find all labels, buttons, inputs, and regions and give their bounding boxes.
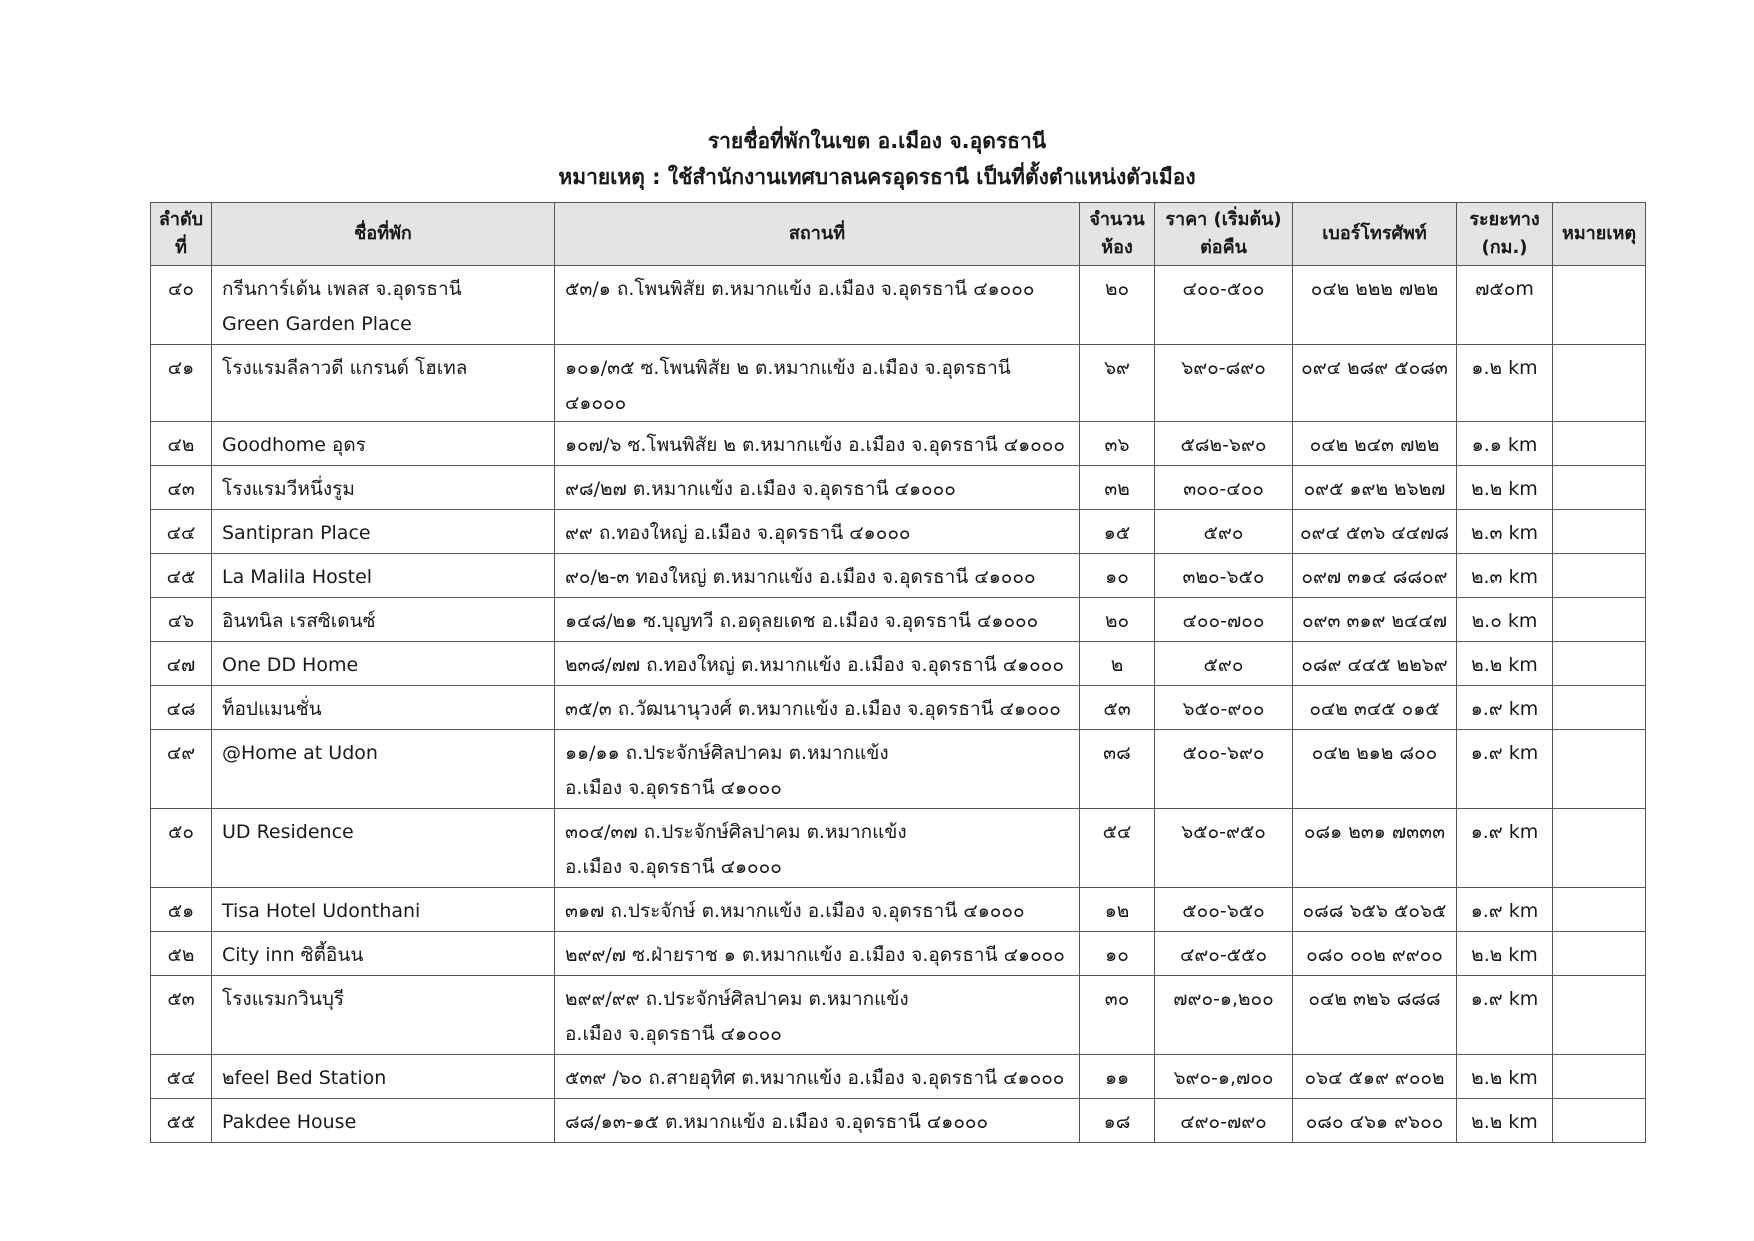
accommodation-name-line: La Malila Hostel	[222, 566, 373, 588]
room-count: ๓๐	[1080, 976, 1155, 1055]
header-no: ลำดับ ที่	[151, 203, 212, 266]
row-number: ๔๐	[151, 266, 212, 345]
phone-number: ๐๙๔ ๕๓๖ ๔๔๗๘	[1293, 510, 1457, 554]
accommodation-address-line: ๙๙ ถ.ทองใหญ่ อ.เมือง จ.อุดรธานี ๔๑๐๐๐	[565, 522, 911, 544]
row-number: ๕๕	[151, 1099, 212, 1143]
document-title: รายชื่อที่พักในเขต อ.เมือง จ.อุดรธานี	[707, 129, 1047, 153]
accommodation-address-line: ๒๙๙/๙๙ ถ.ประจักษ์ศิลปาคม ต.หมากแข้ง	[565, 988, 909, 1010]
room-count: ๑๕	[1080, 510, 1155, 554]
room-count: ๑๘	[1080, 1099, 1155, 1143]
row-number: ๔๗	[151, 642, 212, 686]
accommodation-address	[555, 1099, 1080, 1143]
table-row	[151, 598, 1646, 642]
room-count: ๑๑	[1080, 1055, 1155, 1099]
accommodation-name	[212, 510, 555, 554]
accommodation-name	[212, 345, 555, 422]
table-row	[151, 809, 1646, 888]
header-price: ราคา (เริ่มต้น) ต่อคืน	[1155, 203, 1293, 266]
room-count: ๓๒	[1080, 466, 1155, 510]
phone-number: ๐๘๑ ๒๓๑ ๗๓๓๓	[1293, 809, 1457, 888]
accommodation-address	[555, 466, 1080, 510]
price-range: ๗๙๐-๑,๒๐๐	[1155, 976, 1293, 1055]
accommodation-address-line: ๑๑/๑๑ ถ.ประจักษ์ศิลปาคม ต.หมากแข้ง	[565, 742, 889, 764]
table-row	[151, 345, 1646, 422]
price-range: ๖๙๐-๑,๗๐๐	[1155, 1055, 1293, 1099]
accommodation-name-line: Tisa Hotel Udonthani	[222, 900, 421, 922]
accommodation-address-line: ๒๓๘/๗๗ ถ.ทองใหญ่ ต.หมากแข้ง อ.เมือง จ.อุดรธานี ๔๑๐๐๐	[565, 654, 1064, 676]
accommodation-name	[212, 554, 555, 598]
accommodation-name-line: โรงแรมกวินบุรี	[222, 988, 345, 1010]
accommodation-name	[212, 598, 555, 642]
note-cell	[1553, 686, 1646, 730]
phone-number: ๐๔๒ ๓๒๖ ๘๘๘	[1293, 976, 1457, 1055]
distance: ๗๕๐m	[1457, 266, 1553, 345]
accommodation-address	[555, 266, 1080, 345]
accommodation-address-line: ๓๑๗ ถ.ประจักษ์ ต.หมากแข้ง อ.เมือง จ.อุดรธานี ๔๑๐๐๐	[565, 900, 1025, 922]
accommodation-address-line: ๙๐/๒-๓ ทองใหญ่ ต.หมากแข้ง อ.เมือง จ.อุดรธานี ๔๑๐๐๐	[565, 566, 1036, 588]
price-range: ๔๐๐-๕๐๐	[1155, 266, 1293, 345]
row-number: ๔๑	[151, 345, 212, 422]
accommodation-name	[212, 642, 555, 686]
table-row	[151, 888, 1646, 932]
accommodation-name-line: Goodhome อุดร	[222, 434, 366, 456]
price-range: ๔๙๐-๗๙๐	[1155, 1099, 1293, 1143]
accommodation-name	[212, 466, 555, 510]
price-range: ๕๐๐-๖๕๐	[1155, 888, 1293, 932]
accommodation-address-line: ๑๐๑/๓๕ ซ.โพนพิสัย ๒ ต.หมากแข้ง อ.เมือง จ.อุดรธานี ๔๑๐๐๐	[565, 357, 1011, 414]
table-row	[151, 422, 1646, 466]
accommodation-name-line: อินทนิล เรสซิเดนซ์	[222, 610, 376, 632]
table-row	[151, 466, 1646, 510]
distance: ๒.๒ km	[1457, 466, 1553, 510]
room-count: ๕๔	[1080, 809, 1155, 888]
accommodation-name-line: UD Residence	[222, 821, 354, 843]
row-number: ๔๖	[151, 598, 212, 642]
accommodation-address-line: ๑๐๗/๖ ซ.โพนพิสัย ๒ ต.หมากแข้ง อ.เมือง จ.อุดรธานี ๔๑๐๐๐	[565, 434, 1065, 456]
accommodation-name-line: Pakdee House	[222, 1111, 357, 1133]
distance: ๑.๙ km	[1457, 730, 1553, 809]
phone-number: ๐๘๙ ๔๔๕ ๒๒๖๙	[1293, 642, 1457, 686]
price-range: ๖๙๐-๘๙๐	[1155, 345, 1293, 422]
accommodation-name	[212, 888, 555, 932]
note-cell	[1553, 932, 1646, 976]
accommodation-address-line: ๓๕/๓ ถ.วัฒนานุวงศ์ ต.หมากแข้ง อ.เมือง จ.อุดรธานี ๔๑๐๐๐	[565, 698, 1061, 720]
accommodation-address-line: ๕๓๙ /๖๐ ถ.สายอุทิศ ต.หมากแข้ง อ.เมือง จ.อุดรธานี ๔๑๐๐๐	[565, 1067, 1065, 1089]
note-cell	[1553, 809, 1646, 888]
note-cell	[1553, 510, 1646, 554]
table-row	[151, 1055, 1646, 1099]
phone-number: ๐๘๘ ๖๕๖ ๕๐๖๕	[1293, 888, 1457, 932]
accommodation-name	[212, 686, 555, 730]
room-count: ๑๐	[1080, 554, 1155, 598]
phone-number: ๐๔๒ ๒๒๒ ๗๒๒	[1293, 266, 1457, 345]
accommodation-address	[555, 686, 1080, 730]
price-range: ๕๙๐	[1155, 642, 1293, 686]
accommodation-name	[212, 1055, 555, 1099]
price-range: ๖๕๐-๙๕๐	[1155, 809, 1293, 888]
note-cell	[1553, 266, 1646, 345]
phone-number: ๐๔๒ ๒๑๒ ๘๐๐	[1293, 730, 1457, 809]
distance: ๒.๒ km	[1457, 1099, 1553, 1143]
accommodation-name	[212, 422, 555, 466]
accommodation-name	[212, 266, 555, 345]
header-address: สถานที่	[555, 203, 1080, 266]
distance: ๑.๙ km	[1457, 888, 1553, 932]
phone-number: ๐๖๔ ๕๑๙ ๙๐๐๒	[1293, 1055, 1457, 1099]
row-number: ๕๒	[151, 932, 212, 976]
accommodation-address	[555, 554, 1080, 598]
accommodation-name-line: One DD Home	[222, 654, 359, 676]
price-range: ๔๙๐-๕๕๐	[1155, 932, 1293, 976]
accommodation-name	[212, 809, 555, 888]
table-row	[151, 976, 1646, 1055]
accommodation-address	[555, 730, 1080, 809]
room-count: ๓๘	[1080, 730, 1155, 809]
distance: ๒.๒ km	[1457, 1055, 1553, 1099]
distance: ๒.๒ km	[1457, 932, 1553, 976]
accommodation-address	[555, 976, 1080, 1055]
price-range: ๓๐๐-๔๐๐	[1155, 466, 1293, 510]
header-distance: ระยะทาง (กม.)	[1457, 203, 1553, 266]
accommodation-address	[555, 598, 1080, 642]
table-row	[151, 510, 1646, 554]
accommodation-name	[212, 932, 555, 976]
phone-number: ๐๙๔ ๒๘๙ ๕๐๘๓	[1293, 345, 1457, 422]
distance: ๒.๒ km	[1457, 642, 1553, 686]
phone-number: ๐๘๐ ๐๐๒ ๙๙๐๐	[1293, 932, 1457, 976]
table-row	[151, 1099, 1646, 1143]
note-cell	[1553, 422, 1646, 466]
accommodation-address-line: อ.เมือง จ.อุดรธานี ๔๑๐๐๐	[565, 777, 782, 799]
note-cell	[1553, 976, 1646, 1055]
accommodation-name	[212, 730, 555, 809]
accommodation-name-line: โรงแรมลีลาวดี แกรนด์ โฮเทล	[222, 357, 468, 379]
document-subtitle: หมายเหตุ : ใช้สำนักงานเทศบาลนครอุดรธานี เป็นที่ตั้งตำแหน่งตัวเมือง	[558, 165, 1196, 189]
phone-number: ๐๔๒ ๒๔๓ ๗๒๒	[1293, 422, 1457, 466]
row-number: ๕๔	[151, 1055, 212, 1099]
accommodation-table	[150, 202, 1646, 1143]
accommodation-address	[555, 1055, 1080, 1099]
row-number: ๔๓	[151, 466, 212, 510]
price-range: ๓๒๐-๖๕๐	[1155, 554, 1293, 598]
phone-number: ๐๙๕ ๑๙๒ ๒๖๒๗	[1293, 466, 1457, 510]
phone-number: ๐๔๒ ๓๔๕ ๐๑๕	[1293, 686, 1457, 730]
accommodation-name-line: @Home at Udon	[222, 742, 378, 764]
header-name: ชื่อที่พัก	[212, 203, 555, 266]
header-rooms: จำนวน ห้อง	[1080, 203, 1155, 266]
price-range: ๖๕๐-๙๐๐	[1155, 686, 1293, 730]
accommodation-address-line: อ.เมือง จ.อุดรธานี ๔๑๐๐๐	[565, 1023, 782, 1045]
room-count: ๒๐	[1080, 598, 1155, 642]
phone-number: ๐๘๐ ๔๖๑ ๙๖๐๐	[1293, 1099, 1457, 1143]
accommodation-name	[212, 1099, 555, 1143]
table-row	[151, 932, 1646, 976]
room-count: ๓๖	[1080, 422, 1155, 466]
phone-number: ๐๙๗ ๓๑๔ ๘๘๐๙	[1293, 554, 1457, 598]
accommodation-address	[555, 642, 1080, 686]
note-cell	[1553, 888, 1646, 932]
accommodation-name-line: City inn ซิตี้อินน	[222, 944, 364, 966]
distance: ๒.๓ km	[1457, 554, 1553, 598]
accommodation-address-line: ๒๙๙/๗ ซ.ฝ่ายราช ๑ ต.หมากแข้ง อ.เมือง จ.อุดรธานี ๔๑๐๐๐	[565, 944, 1065, 966]
accommodation-address	[555, 345, 1080, 422]
table-header-row	[151, 203, 1646, 266]
note-cell	[1553, 554, 1646, 598]
distance: ๑.๑ km	[1457, 422, 1553, 466]
accommodation-address-line: ๕๓/๑ ถ.โพนพิสัย ต.หมากแข้ง อ.เมือง จ.อุดรธานี ๔๑๐๐๐	[565, 278, 1035, 300]
room-count: ๑๒	[1080, 888, 1155, 932]
accommodation-address	[555, 888, 1080, 932]
accommodation-address	[555, 510, 1080, 554]
room-count: ๑๐	[1080, 932, 1155, 976]
row-number: ๔๘	[151, 686, 212, 730]
row-number: ๕๐	[151, 809, 212, 888]
accommodation-name-line: Green Garden Place	[222, 313, 412, 335]
accommodation-name-line: ท็อปแมนชั่น	[222, 698, 322, 720]
phone-number: ๐๙๓ ๓๑๙ ๒๔๔๗	[1293, 598, 1457, 642]
note-cell	[1553, 1099, 1646, 1143]
accommodation-address	[555, 422, 1080, 466]
accommodation-address-line: ๑๔๘/๒๑ ซ.บุญทวี ถ.อดุลยเดช อ.เมือง จ.อุดรธานี ๔๑๐๐๐	[565, 610, 1039, 632]
accommodation-address	[555, 932, 1080, 976]
accommodation-name	[212, 976, 555, 1055]
accommodation-address	[555, 809, 1080, 888]
accommodation-address-line: อ.เมือง จ.อุดรธานี ๔๑๐๐๐	[565, 856, 782, 878]
note-cell	[1553, 1055, 1646, 1099]
note-cell	[1553, 466, 1646, 510]
row-number: ๔๙	[151, 730, 212, 809]
header-note: หมายเหตุ	[1553, 203, 1646, 266]
distance: ๑.๒ km	[1457, 345, 1553, 422]
room-count: ๒	[1080, 642, 1155, 686]
row-number: ๕๓	[151, 976, 212, 1055]
room-count: ๒๐	[1080, 266, 1155, 345]
note-cell	[1553, 730, 1646, 809]
header-phone: เบอร์โทรศัพท์	[1293, 203, 1457, 266]
price-range: ๕๙๐	[1155, 510, 1293, 554]
note-cell	[1553, 642, 1646, 686]
room-count: ๕๓	[1080, 686, 1155, 730]
distance: ๑.๙ km	[1457, 686, 1553, 730]
price-range: ๕๘๒-๖๙๐	[1155, 422, 1293, 466]
distance: ๑.๙ km	[1457, 976, 1553, 1055]
distance: ๒.๓ km	[1457, 510, 1553, 554]
note-cell	[1553, 345, 1646, 422]
table-row	[151, 642, 1646, 686]
row-number: ๕๑	[151, 888, 212, 932]
distance: ๒.๐ km	[1457, 598, 1553, 642]
accommodation-address-line: ๘๘/๑๓-๑๕ ต.หมากแข้ง อ.เมือง จ.อุดรธานี ๔๑๐๐๐	[565, 1111, 989, 1133]
table-row	[151, 730, 1646, 809]
row-number: ๔๒	[151, 422, 212, 466]
accommodation-address-line: ๓๐๔/๓๗ ถ.ประจักษ์ศิลปาคม ต.หมากแข้ง	[565, 821, 907, 843]
accommodation-address-line: ๙๘/๒๗ ต.หมากแข้ง อ.เมือง จ.อุดรธานี ๔๑๐๐๐	[565, 478, 956, 500]
row-number: ๔๕	[151, 554, 212, 598]
document-header	[0, 123, 1754, 195]
distance: ๑.๙ km	[1457, 809, 1553, 888]
row-number: ๔๔	[151, 510, 212, 554]
accommodation-name-line: ๒feel Bed Station	[222, 1067, 387, 1089]
price-range: ๕๐๐-๖๙๐	[1155, 730, 1293, 809]
accommodation-name-line: กรีนการ์เด้น เพลส จ.อุดรธานี	[222, 278, 462, 300]
room-count: ๖๙	[1080, 345, 1155, 422]
table-row	[151, 266, 1646, 345]
table-row	[151, 686, 1646, 730]
table-row	[151, 554, 1646, 598]
accommodation-name-line: โรงแรมวีหนึ่งรูม	[222, 478, 355, 500]
note-cell	[1553, 598, 1646, 642]
accommodation-name-line: Santipran Place	[222, 522, 371, 544]
price-range: ๔๐๐-๗๐๐	[1155, 598, 1293, 642]
